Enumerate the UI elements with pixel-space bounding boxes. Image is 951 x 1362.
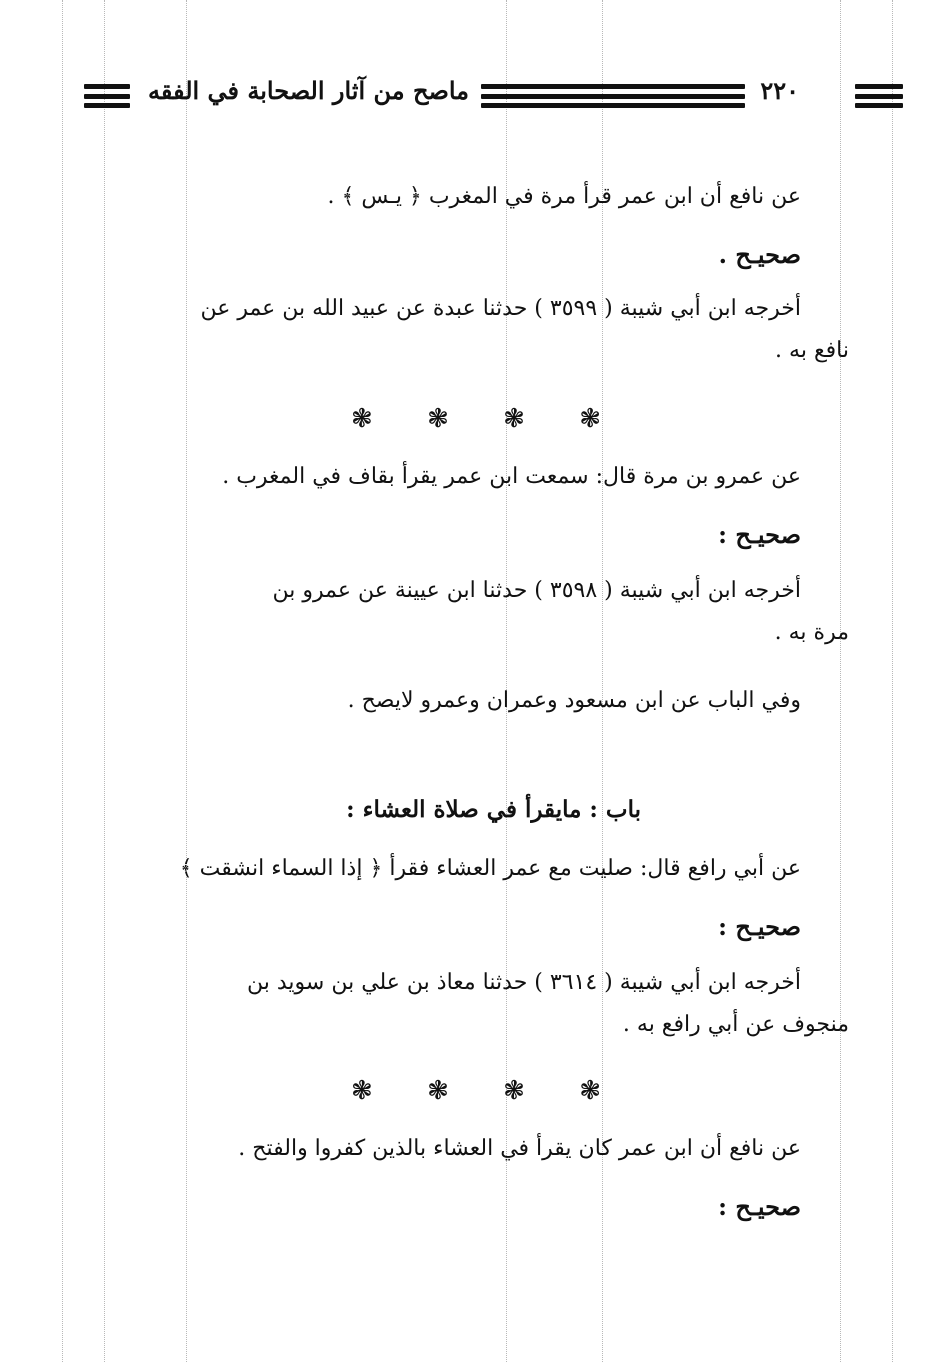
star-ornament: ❃ xyxy=(579,1076,601,1106)
star-ornament: ❃ xyxy=(503,404,525,434)
section-heading: باب : مايقرأ في صلاة العشاء : xyxy=(346,796,641,823)
star-ornament: ❃ xyxy=(427,404,449,434)
takhrij-1-line-1: أخرجه ابن أبي شيبة ( ٣٥٩٩ ) حدثنا عبدة عن عبيد الله بن عمر عن xyxy=(200,296,801,321)
verdict-1: صحيـح . xyxy=(718,240,801,269)
takhrij-2-line-1: أخرجه ابن أبي شيبة ( ٣٥٩٨ ) حدثنا ابن عيينة عن عمرو بن xyxy=(272,578,801,603)
verdict-2: صحيـح : xyxy=(718,520,801,549)
star-separator-2 xyxy=(351,1076,601,1106)
paragraph-takhrij-2 xyxy=(100,570,849,654)
star-ornament: ❃ xyxy=(503,1076,525,1106)
star-ornament: ❃ xyxy=(579,404,601,434)
paragraph-takhrij-3 xyxy=(100,962,849,1046)
paragraph-hadith-3: عن أبي رافع قال: صليت مع عمر العشاء فقرأ ﴿ إذا السماء انشقت ﴾ xyxy=(179,856,801,881)
verdict-3: صحيـح : xyxy=(718,912,801,941)
star-separator-1 xyxy=(351,404,601,434)
paragraph-takhrij-1 xyxy=(100,288,849,372)
takhrij-3-line-2: منجوف عن أبي رافع به . xyxy=(622,1012,849,1037)
header-rule-left xyxy=(84,84,130,108)
takhrij-2-line-2: مرة به . xyxy=(774,620,849,645)
paragraph-note: وفي الباب عن ابن مسعود وعمران وعمرو لايصح . xyxy=(347,688,801,713)
book-title: ماصح من آثار الصحابة في الفقه xyxy=(148,76,469,105)
star-ornament: ❃ xyxy=(351,1076,373,1106)
page-number: ٢٢٠ xyxy=(760,76,799,105)
header-rule-middle xyxy=(481,84,745,108)
star-ornament: ❃ xyxy=(427,1076,449,1106)
star-ornament: ❃ xyxy=(351,404,373,434)
paragraph-hadith-4: عن نافع أن ابن عمر كان يقرأ في العشاء بالذين كفروا والفتح . xyxy=(238,1136,801,1161)
header-rule-right xyxy=(855,84,903,108)
running-header xyxy=(84,76,851,112)
paragraph-hadith-1: عن نافع أن ابن عمر قرأ مرة في المغرب ﴿ يـس ﴾ . xyxy=(327,184,801,209)
takhrij-3-line-1: أخرجه ابن أبي شيبة ( ٣٦١٤ ) حدثنا معاذ بن علي بن سويد بن xyxy=(247,970,801,995)
verdict-4: صحيـح : xyxy=(718,1192,801,1221)
paragraph-hadith-2: عن عمرو بن مرة قال: سمعت ابن عمر يقرأ بقاف في المغرب . xyxy=(222,464,801,489)
takhrij-1-line-2: نافع به . xyxy=(775,338,849,363)
